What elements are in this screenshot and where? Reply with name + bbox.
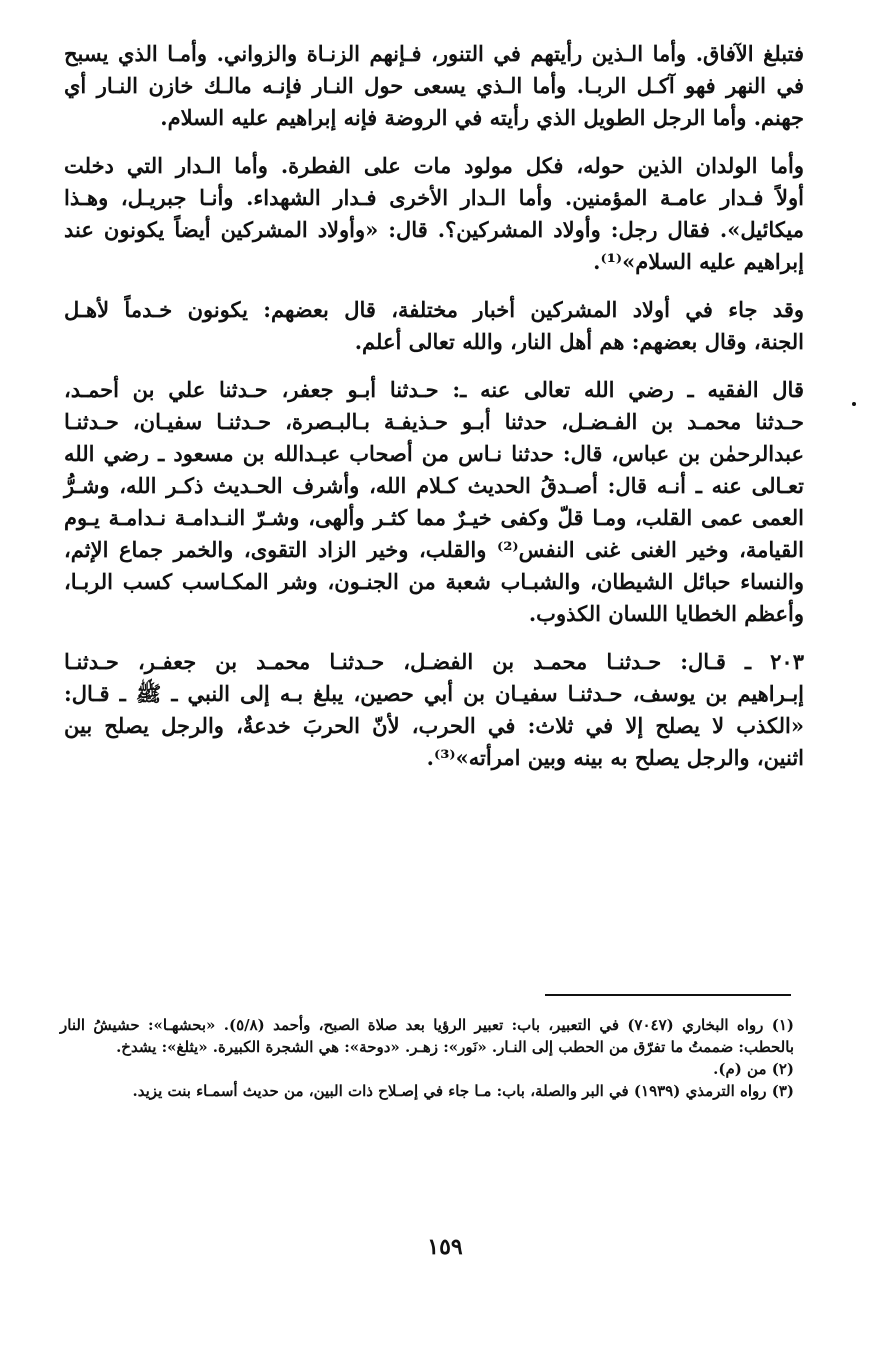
paragraph-4 (64, 374, 804, 630)
text-line: عبدالرحمٰن بن عباس، قال: حدثنا نـاس من أصحاب عبـدالله بن مسعود ـ رضي الله (64, 441, 804, 466)
text-line: جهنم. وأما الرجل الطويل الذي رأيته في الروضة فإنه إبراهيم عليه السلام. (160, 105, 804, 130)
paragraph-1 (64, 38, 804, 134)
footnote-3: (٣) رواه الترمذي (١٩٣٩) في البر والصلة، باب: مـا جاء في إصـلاح ذات البين، من حديث أسمـاء بنت يزيد. (132, 1082, 794, 1100)
footnote-separator (545, 994, 791, 996)
paragraph-5 (64, 646, 804, 774)
margin-dot (852, 402, 856, 406)
text-line: والنساء حبائل الشيطان، والشبـاب شعبة من الجنـون، وشر المكـاسب كسب الربـا، (64, 569, 804, 594)
paragraph-2 (64, 150, 804, 278)
paragraph-3 (64, 294, 804, 358)
footnotes (60, 1014, 794, 1102)
text-line: وأما الولدان الذين حوله، فكل مولود مات على الفطرة. وأما الـدار التي دخلت (64, 153, 804, 178)
text-line: إبـراهيم بن يوسف، حـدثنـا سفيـان بن أبي حصين، يبلغ بـه إلى النبي ـ ﷺ ـ قـال: (64, 681, 804, 706)
text-line: ميكائيل». فقال رجل: وأولاد المشركين؟. قال: «وأولاد المشركين أيضاً يكونون عند (64, 217, 804, 242)
text-line: الجنة، وقال بعضهم: هم أهل النار، والله تعالى أعلم. (354, 329, 804, 354)
text-line: تعـالى عنه ـ أنـه قال: أصـدقُ الحديث كـلام الله، وأشرف الحـديث ذكـر الله، وشـرُّ (64, 473, 804, 498)
text-line: العمى عمى القلب، ومـا قلّ وكفى خيـرٌ مما كثـر وألهى، وشـرّ النـدامـة نـدامـة يـوم (64, 505, 804, 530)
main-text (64, 38, 804, 790)
text-line: فتبلغ الآفاق. وأما الـذين رأيتهم في التنور، فـإنهم الزنـاة والزواني. وأمـا الذي يسبح (64, 41, 804, 66)
page-number: ١٥٩ (427, 1234, 463, 1260)
text-line: أولاً فـدار عامـة المؤمنين. وأما الـدار الأخرى فـدار الشهداء. وأنـا جبريـل، وهـذا (64, 185, 804, 210)
text-line: «الكذب لا يصلح إلا في ثلاث: في الحرب، لأنّ الحربَ خدعةٌ، والرجل يصلح بين (64, 713, 804, 738)
text-line: حـدثنا محمـد بن الفـضـل، حدثنا أبـو حـذيفـة بـالبـصرة، حـدثنـا سفيـان، حـدثنـا (64, 409, 804, 434)
footnote-2: (٢) من (م). (713, 1060, 794, 1078)
text-line: ٢٠٣ ـ قـال: حـدثنـا محمـد بن الفضـل، حـدثنـا محمـد بن جعفـر، حـدثنـا (64, 649, 804, 674)
text-line: وأعظم الخطايا اللسان الكذوب. (528, 601, 804, 626)
text-line: إبراهيم عليه السلام»⁽¹⁾. (593, 249, 804, 274)
footnote-1: (١) رواه البخاري (٧٠٤٧) في التعبير، باب: تعبير الرؤيا بعد صلاة الصبح، وأحمد (٥/٨). «بحشهـا»: حشيشُ النار بالحطب: ضممتُ ما تفرّق من الحطب إلى النـار. «نَور»: زهـر. «دوحة»: هي الشجرة الكبيرة. «يثلغ»: يشدخ. (60, 1016, 794, 1056)
text-line: في النهر فهو آكـل الربـا. وأما الـذي يسعى حول النـار فإنـه مالـك خازن النـار أي (64, 73, 804, 98)
text-line: القيامة، وخير الغنى غنى النفس⁽²⁾ والقلب، وخير الزاد التقوى، والخمر جماع الإثم، (64, 537, 804, 562)
text-line: اثنين، والرجل يصلح به بينه وبين امرأته»⁽³⁾. (426, 745, 804, 770)
text-line: وقد جاء في أولاد المشركين أخبار مختلفة، قال بعضهم: يكونون خـدماً لأهـل (64, 297, 804, 322)
text-line: قال الفقيه ـ رضي الله تعالى عنه ـ: حـدثنا أبـو جعفر، حـدثنا علي بن أحمـد، (64, 377, 804, 402)
